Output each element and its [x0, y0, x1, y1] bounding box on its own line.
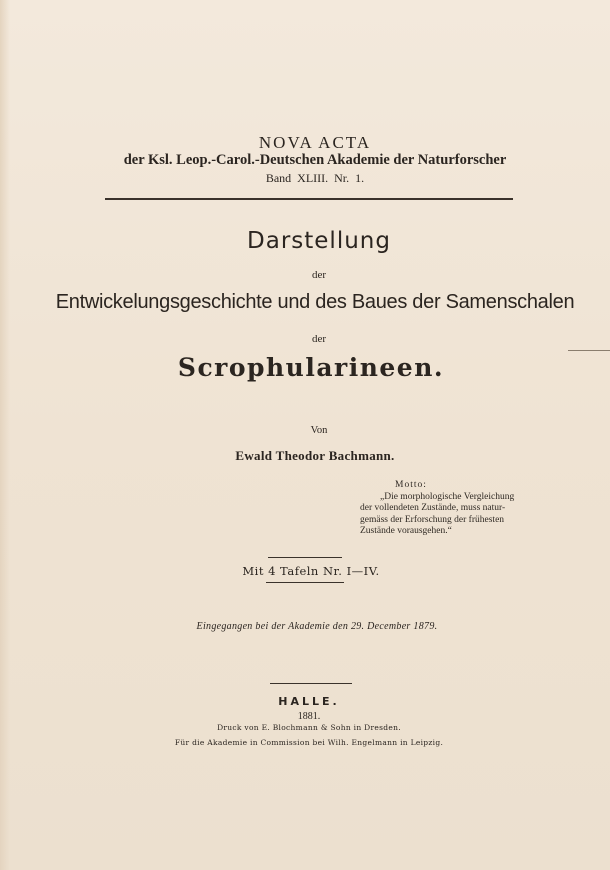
motto-line: „Die morphologische Vergleichung	[380, 491, 515, 502]
volume-number: Band XLIII. Nr. 1.	[265, 171, 365, 185]
title-connector-2: der	[311, 333, 327, 345]
motto-line: der vollendeten Zustände, muss natur-	[360, 503, 506, 513]
header-divider	[105, 198, 513, 200]
received-date: Eingegangen bei der Akademie den 29. December 1879.	[196, 621, 438, 632]
motto-line: gemäss der Erforschung der frühesten	[360, 514, 505, 525]
motto-line: Zustände vorausgehen.“	[360, 526, 452, 536]
title-connector-1: der	[311, 269, 327, 281]
title-line-3: Scrophularineen.	[177, 353, 445, 382]
imprint-city: HALLE.	[278, 695, 340, 708]
imprint-rule	[270, 683, 352, 684]
motto-heading: Motto:	[395, 480, 427, 490]
plates-rule-below	[266, 582, 344, 583]
academy-name: der Ksl. Leop.-Carol.-Deutschen Akademie der Naturforscher	[123, 152, 507, 168]
plates-rule-above	[268, 557, 342, 558]
journal-name: NOVA ACTA	[258, 133, 372, 152]
fold-mark	[568, 350, 610, 351]
title-line-2: Entwickelungsgeschichte und des Baues der Samenschalen	[55, 291, 575, 313]
imprint-year: 1881.	[297, 711, 321, 722]
title-line-1: Darstellung	[247, 228, 391, 254]
imprint-printer: Druck von E. Blochmann & Sohn in Dresden.	[217, 723, 401, 732]
byline-von: Von	[310, 425, 328, 436]
imprint-commission: Für die Akademie in Commission bei Wilh. Engelmann in Leipzig.	[174, 738, 444, 747]
motto-block	[360, 480, 520, 538]
plates-note: Mit 4 Tafeln Nr. I—IV.	[242, 564, 380, 578]
author-name: Ewald Theodor Bachmann.	[235, 448, 395, 463]
